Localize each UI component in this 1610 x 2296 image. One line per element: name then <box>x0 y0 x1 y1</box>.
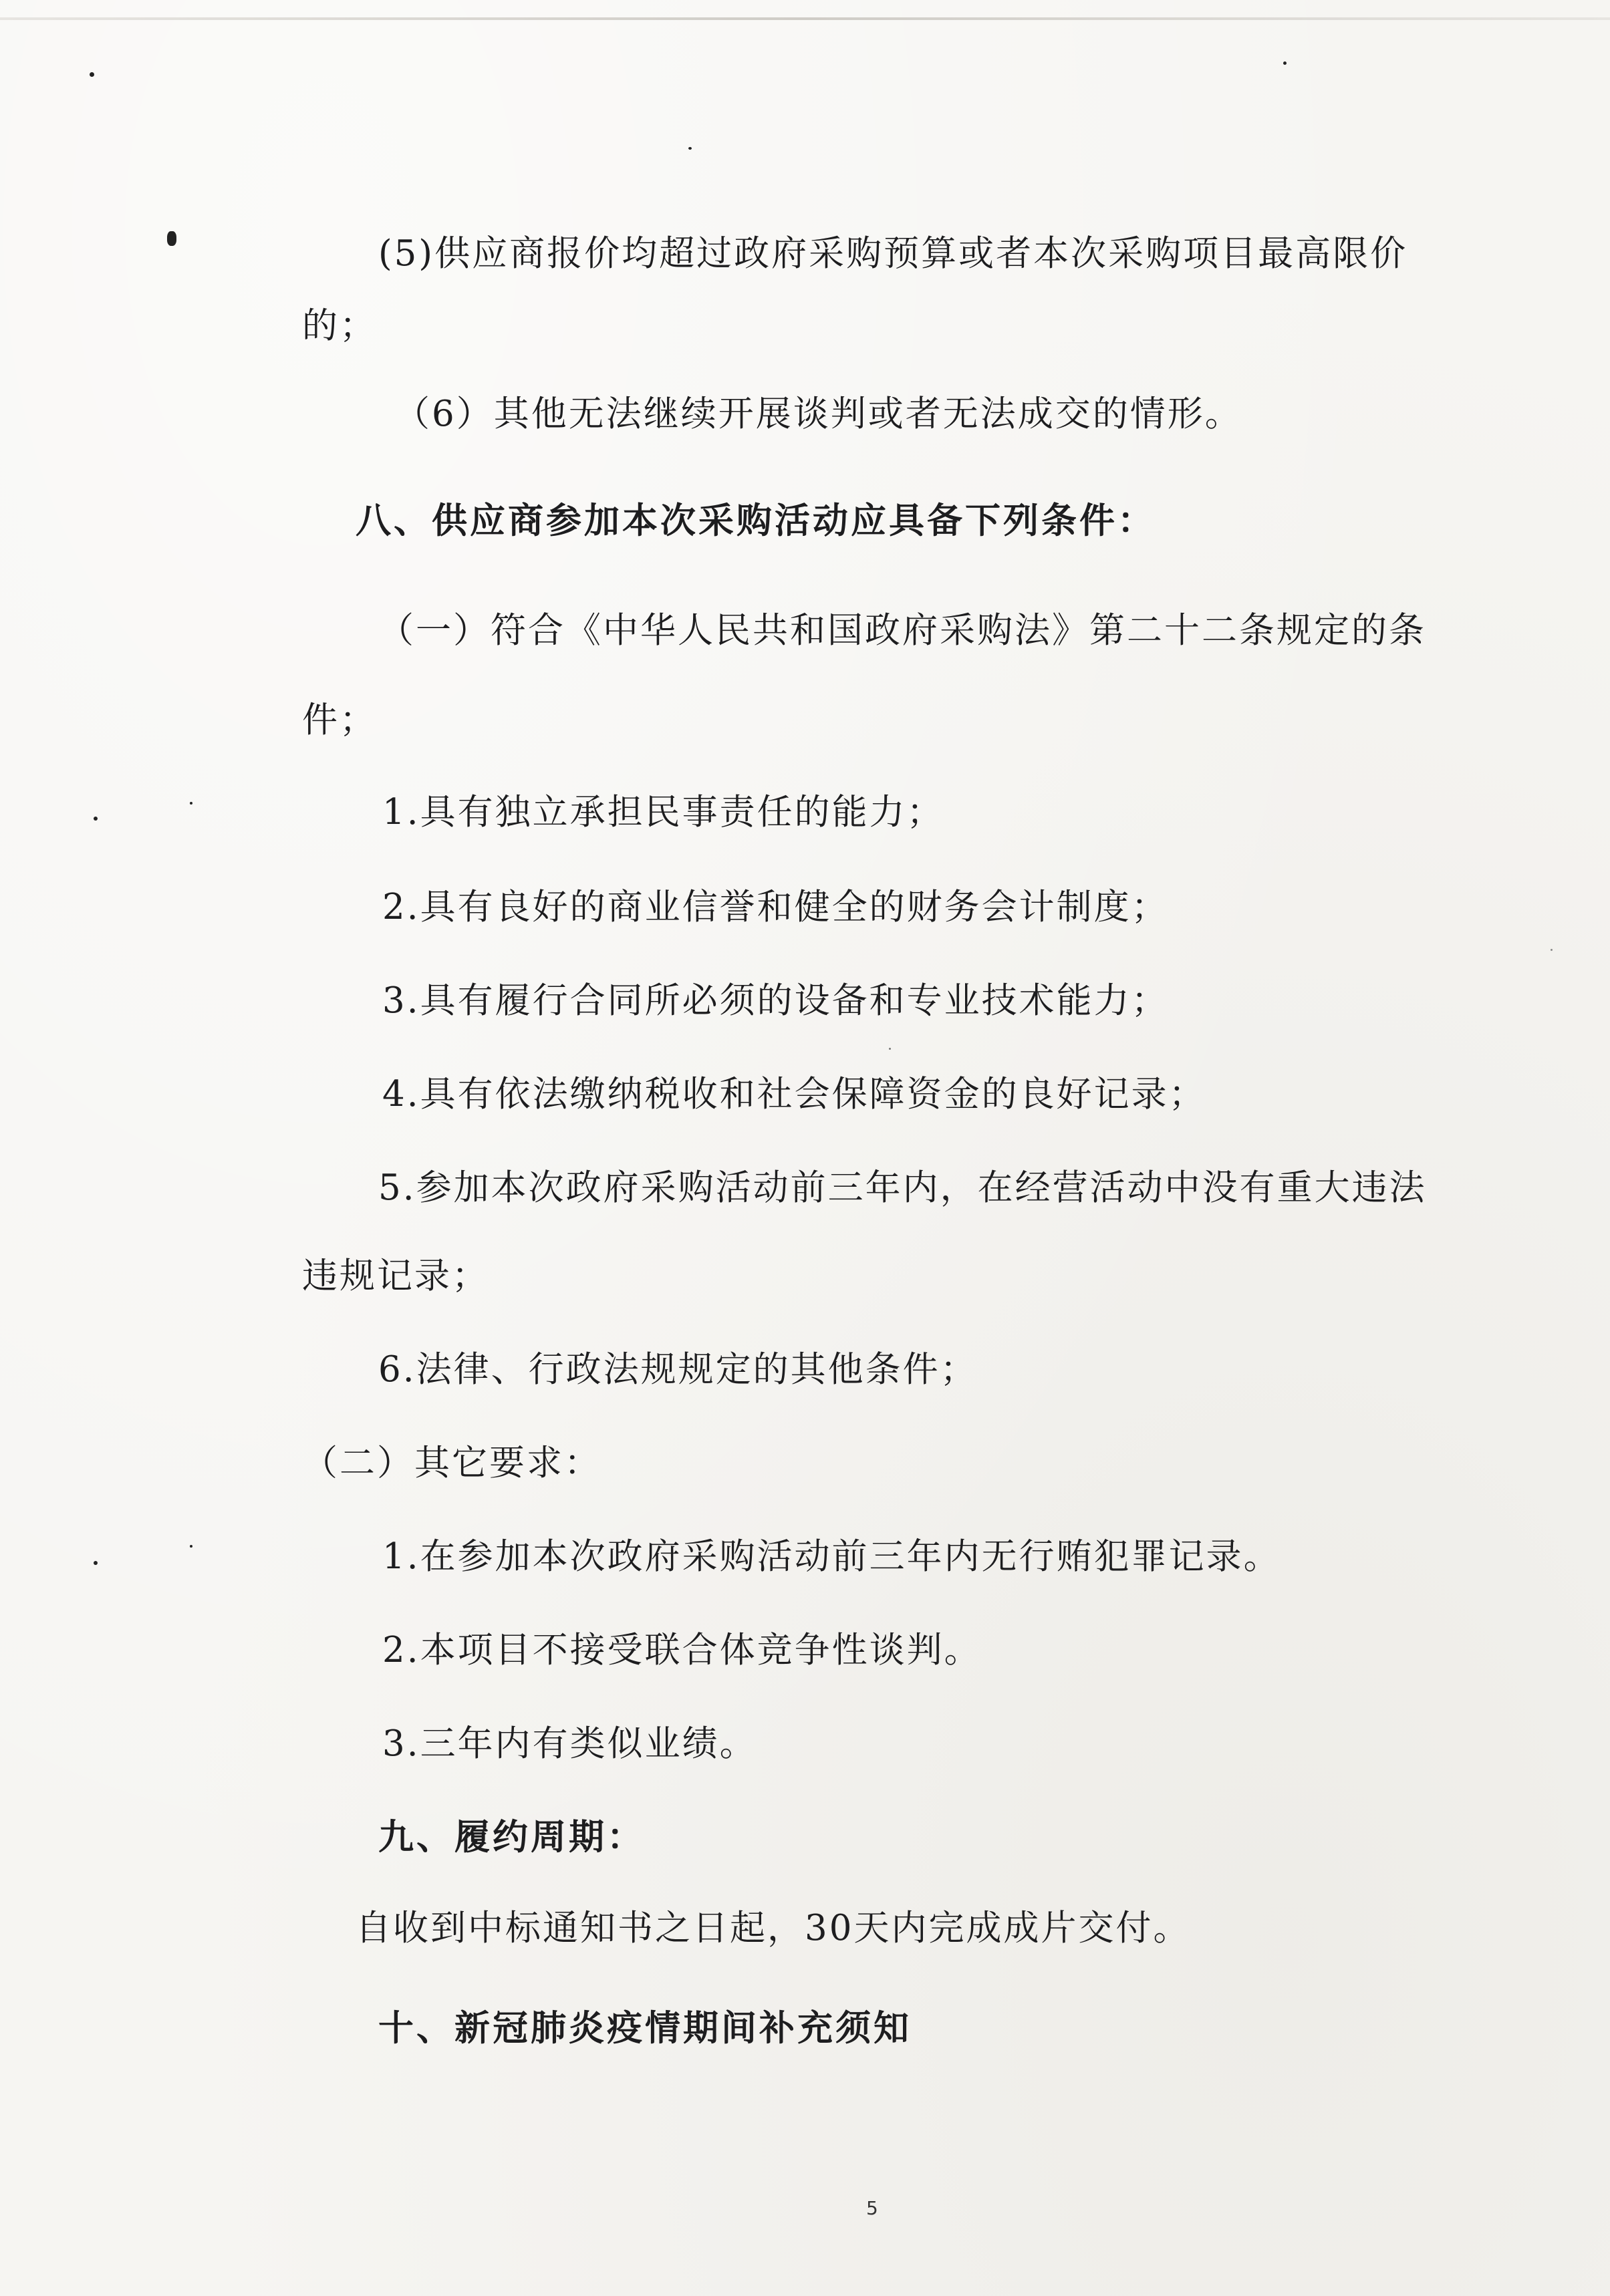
requirement-3: 3.三年内有类似业绩。 <box>382 1723 757 1764</box>
section-9-body: 自收到中标通知书之日起，30天内完成成片交付。 <box>356 1908 1191 1949</box>
condition-6: 6.法律、行政法规规定的其他条件； <box>378 1349 978 1390</box>
item-6: （6）其他无法继续开展谈判或者无法成交的情形。 <box>394 394 1242 434</box>
sub-1-line1: （一）符合《中华人民共和国政府采购法》第二十二条规定的条 <box>378 610 1426 651</box>
condition-1: 1.具有独立承担民事责任的能力； <box>382 792 944 833</box>
item-5-line1: (5)供应商报价均超过政府采购预算或者本次采购项目最高限价 <box>378 233 1408 274</box>
condition-3: 3.具有履行合同所必须的设备和专业技术能力； <box>382 980 1169 1021</box>
sub-2-heading: （二）其它要求： <box>302 1443 601 1483</box>
condition-5-line2: 违规记录； <box>302 1256 489 1296</box>
scan-speck <box>190 1545 192 1548</box>
condition-4: 4.具有依法缴纳税收和社会保障资金的良好记录； <box>382 1074 1206 1115</box>
sub-1-line2: 件； <box>302 700 377 740</box>
item-5-line2: 的； <box>302 305 377 346</box>
scan-speck <box>94 817 98 821</box>
scan-speck <box>889 1048 891 1050</box>
condition-2: 2.具有良好的商业信誉和健全的财务会计制度； <box>382 887 1169 927</box>
section-10-heading: 十、新冠肺炎疫情期间补充须知 <box>378 2008 912 2049</box>
scan-speck <box>90 72 94 77</box>
section-9-heading: 九、履约周期： <box>378 1817 645 1858</box>
requirement-2: 2.本项目不接受联合体竞争性谈判。 <box>382 1630 982 1671</box>
scan-speck <box>1283 61 1287 65</box>
condition-5-line1: 5.参加本次政府采购活动前三年内，在经营活动中没有重大违法 <box>378 1167 1427 1208</box>
scan-speck <box>167 231 176 246</box>
scan-speck <box>190 802 192 805</box>
paper-edge <box>0 17 1610 20</box>
scan-speck <box>688 147 692 150</box>
requirement-1: 1.在参加本次政府采购活动前三年内无行贿犯罪记录。 <box>382 1536 1281 1577</box>
scan-speck <box>94 1561 98 1565</box>
scan-speck <box>1551 949 1553 951</box>
section-8-heading: 八、供应商参加本次采购活动应具备下列条件： <box>356 500 1156 541</box>
page-number: 5 <box>866 2197 878 2219</box>
